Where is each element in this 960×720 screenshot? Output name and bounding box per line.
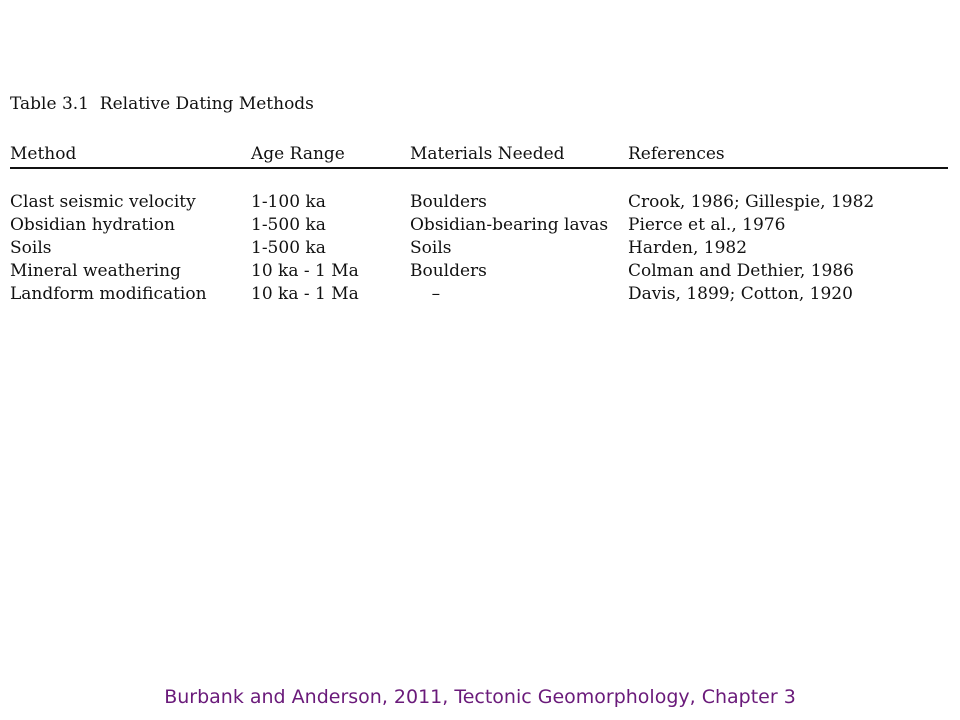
- cell-references: Pierce et al., 1976: [628, 215, 786, 235]
- cell-method: Mineral weathering: [10, 261, 181, 281]
- column-header-materials: Materials Needed: [410, 144, 565, 164]
- cell-materials: Boulders: [410, 261, 487, 281]
- column-header-references: References: [628, 144, 725, 164]
- cell-materials: Boulders: [410, 192, 487, 212]
- cell-references: Davis, 1899; Cotton, 1920: [628, 284, 853, 304]
- cell-materials: –: [410, 284, 441, 304]
- cell-method: Clast seismic velocity: [10, 192, 196, 212]
- cell-method: Landform modification: [10, 284, 207, 304]
- table-row: [10, 283, 948, 306]
- cell-age-range: 1-500 ka: [251, 238, 326, 258]
- table-row: [10, 260, 948, 283]
- table-title: Table 3.1 Relative Dating Methods: [10, 94, 314, 114]
- cell-materials: Obsidian-bearing lavas: [410, 215, 609, 235]
- cell-materials: Soils: [410, 238, 452, 258]
- cell-references: Harden, 1982: [628, 238, 748, 258]
- table-row: [10, 237, 948, 260]
- cell-method: Soils: [10, 238, 52, 258]
- relative-dating-table: [10, 93, 948, 306]
- cell-references: Crook, 1986; Gillespie, 1982: [628, 192, 875, 212]
- column-header-method: Method: [10, 144, 77, 164]
- table-row: [10, 214, 948, 237]
- cell-method: Obsidian hydration: [10, 215, 175, 235]
- cell-references: Colman and Dethier, 1986: [628, 261, 854, 281]
- source-citation: Burbank and Anderson, 2011, Tectonic Geomorphology, Chapter 3: [164, 686, 796, 708]
- table-row: [10, 191, 948, 214]
- cell-age-range: 1-100 ka: [251, 192, 326, 212]
- column-header-age-range: Age Range: [251, 144, 345, 164]
- table-header-row: [10, 143, 948, 169]
- cell-age-range: 10 ka - 1 Ma: [251, 284, 359, 304]
- cell-age-range: 1-500 ka: [251, 215, 326, 235]
- cell-age-range: 10 ka - 1 Ma: [251, 261, 359, 281]
